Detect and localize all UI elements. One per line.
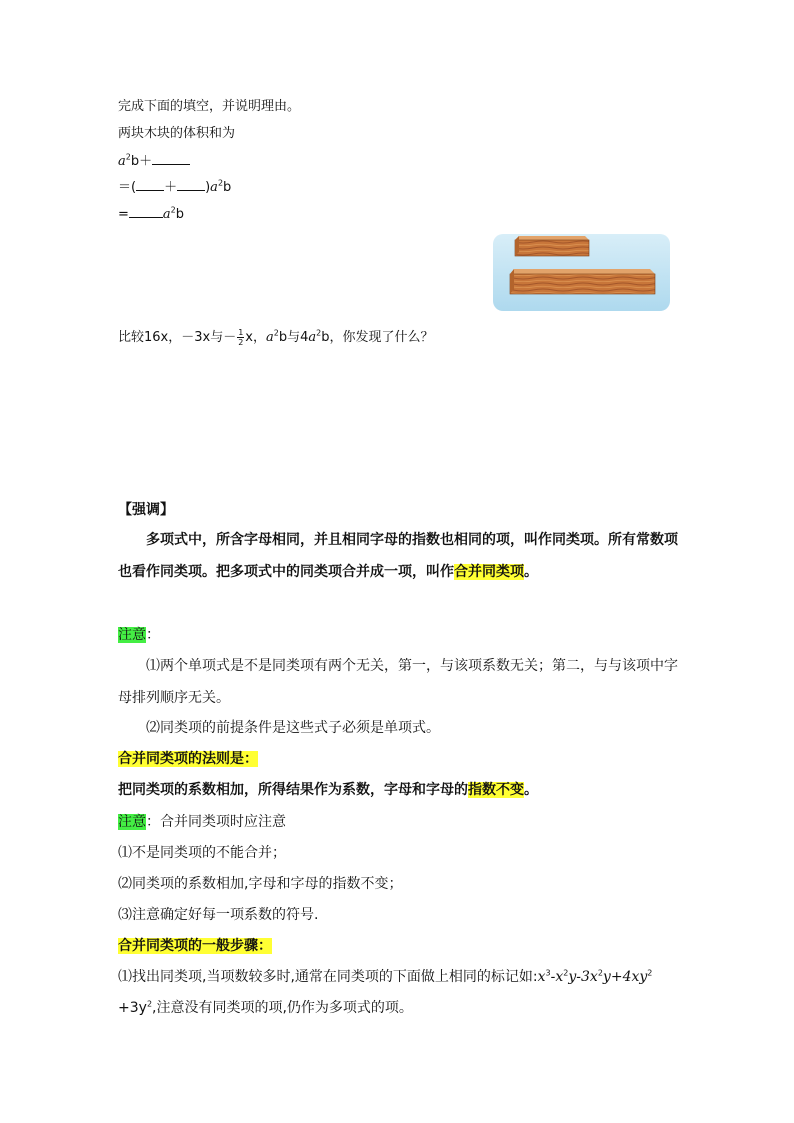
highlight-title: 合并同类项的法则是： [118,751,258,767]
exponent: 2 [273,328,279,338]
fill-line-2 [118,178,231,198]
emphasis-heading: 【强调】 [118,502,174,518]
instruction-line: 完成下面的填空，并说明理由。 [118,99,301,114]
text-segment: ,注意没有同类项的项,仍作为多项式的项。 [152,1000,413,1016]
text-segment: ⑴找出同类项,当项数较多时,通常在同类项的下面做上相同的标记如: [118,969,538,985]
text-segment: 。 [524,564,538,580]
text-segment: b [175,207,185,222]
exponent: 2 [125,152,131,162]
text-segment: ： [146,627,160,643]
var-a: a [210,180,218,195]
formula-term: y [568,969,577,985]
text-segment: b＋ [130,154,153,169]
exponent: 2 [146,999,153,1009]
text-segment: b与4 [278,330,309,345]
text-segment: 把同类项的系数相加，所得结果作为系数，字母和字母的 [118,782,468,798]
text-segment: x， [245,330,266,345]
text-segment: +3y [118,1000,147,1016]
note-badge: 注意 [118,627,146,643]
var-a: a [118,154,126,169]
small-wood-block [515,236,589,256]
var-a: a [162,207,171,222]
blank-field[interactable] [152,152,190,165]
steps-item-1-cont [118,998,413,1018]
compare-line [118,328,434,348]
note2-item-3: ⑶注意确定好每一项系数的符号. [118,907,319,923]
exponent: 3 [545,968,551,978]
highlight-term: 指数不变 [468,782,524,798]
formula-term: -x [550,969,564,985]
fill-line-1 [118,152,190,172]
volume-sum-line: 两块木块的体积和为 [118,126,236,141]
exponent: 2 [597,968,603,978]
note2-item-1: ⑴不是同类项的不能合并； [118,845,286,861]
highlight-term: 合并同类项 [454,564,524,580]
blank-field[interactable] [177,178,205,191]
note1-item-2: ⑵同类项的前提条件是这些式子必须是单项式。 [146,720,440,736]
var-a: a [308,330,317,345]
large-wood-block [510,269,655,294]
blank-field[interactable] [129,205,163,218]
text-segment: ＋ [164,180,178,195]
note2-item-2: ⑵同类项的系数相加,字母和字母的指数不变； [118,876,403,892]
text-segment: 。 [524,782,538,798]
text-segment: ：合并同类项时应注意 [146,814,286,830]
formula-term: -3x [576,969,598,985]
fraction [237,328,244,347]
note-label-1 [118,625,160,645]
exponent: 2 [170,205,176,215]
note-badge: 注意 [118,814,146,830]
highlight-title: 合并同类项的一般步骤： [118,938,272,954]
blank-field[interactable] [136,178,164,191]
formula-term: +4xy [610,969,648,985]
text-segment: = [118,207,129,222]
fill-line-3 [118,205,184,225]
paragraph-text: 多项式中，所含字母相同，并且相同字母的指数也相同的项，叫作同类项。所有常数项也看作同类项。把多项式中的同类项合并成一项，叫作 [118,532,678,580]
note1-item-1: ⑴两个单项式是不是同类项有两个无关，第一，与该项系数无关；第二，与与该项中字母排列顺序无关。 [118,658,678,706]
steps-item-1 [118,967,652,987]
formula-term: y [602,969,611,985]
fraction-denominator: 2 [238,338,244,347]
text-segment: b，你发现了什么？ [321,330,434,345]
exponent: 2 [647,968,653,978]
exponent: 2 [217,178,224,188]
text-segment: 比较16x，－3x与－ [118,330,237,345]
exponent: 2 [563,968,569,978]
text-segment: ＝( [118,180,137,195]
rule-text [118,780,538,800]
wooden-blocks-illustration [493,234,670,311]
formula-term: x [537,969,546,985]
note-label-2 [118,812,286,832]
fraction-numerator: 1 [238,328,244,337]
rule-title [118,749,258,769]
emphasis-paragraph [118,524,678,588]
var-a: a [266,330,274,345]
text-segment: ) [205,180,211,195]
exponent: 2 [316,328,322,338]
text-segment: b [223,180,232,195]
steps-title [118,936,272,956]
